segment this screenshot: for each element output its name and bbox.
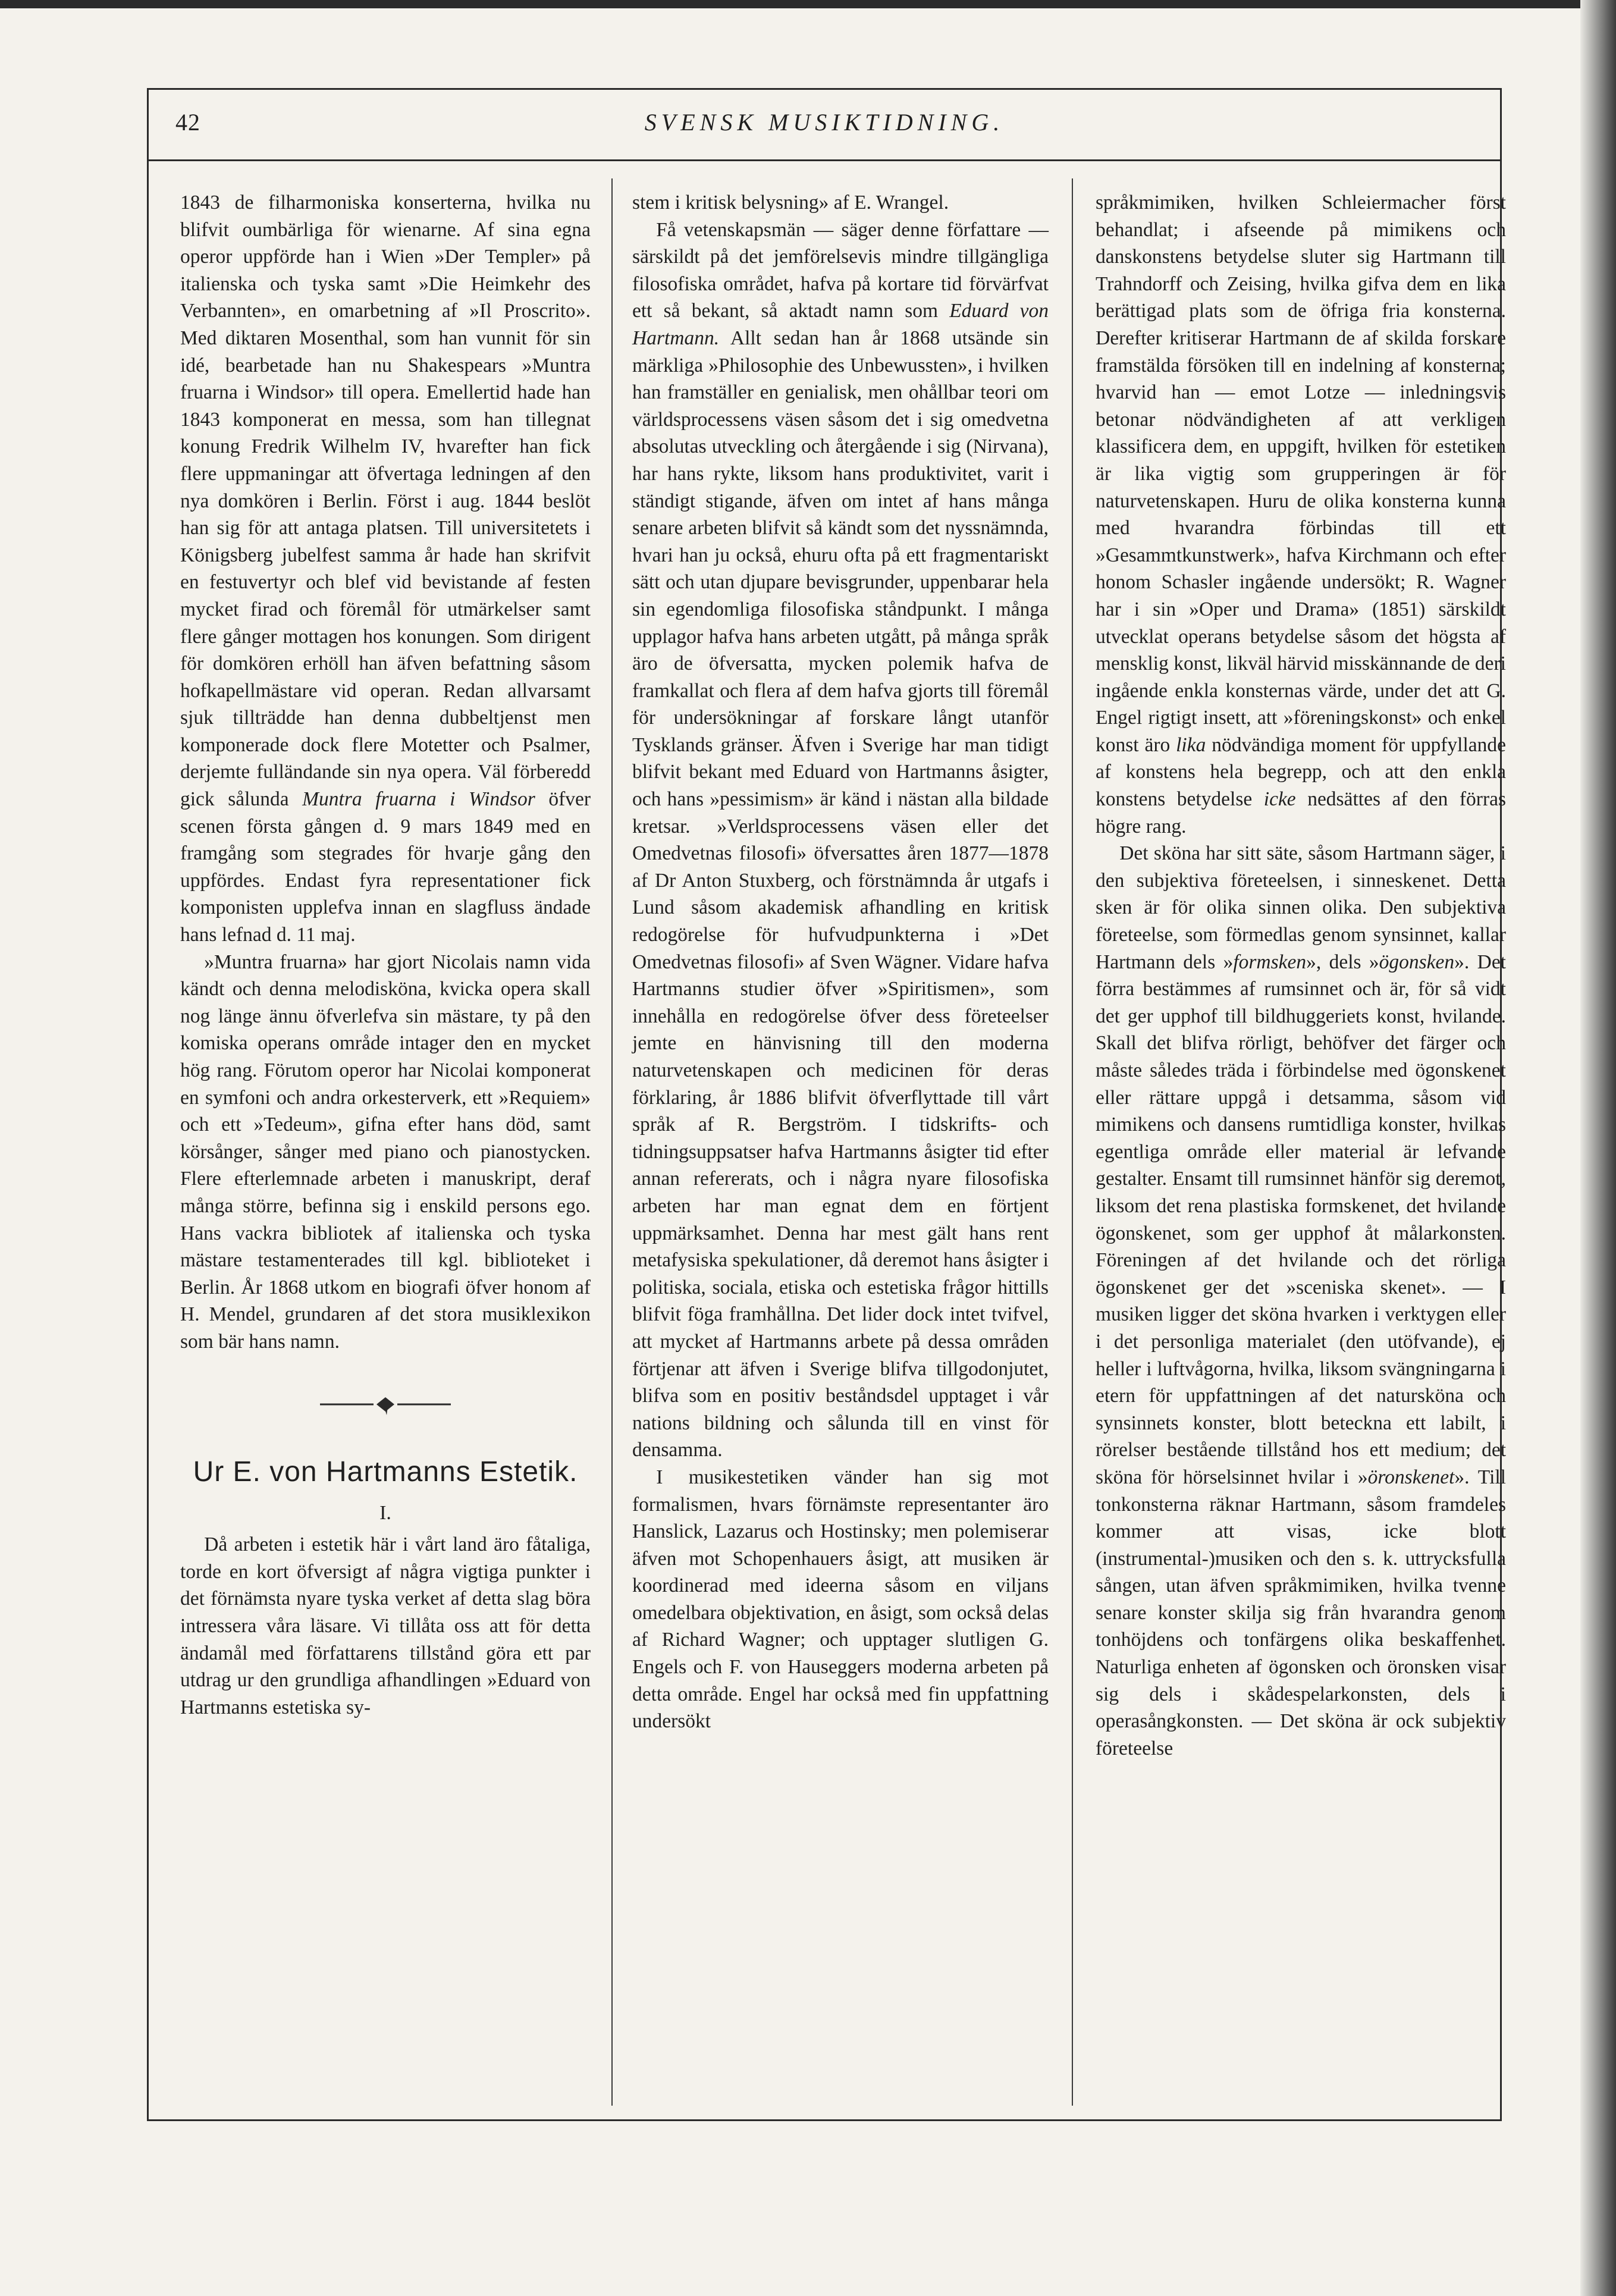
author-name: Eduard von Hartmann. (632, 300, 1049, 349)
col3-p2-c: ». Det förra bestämmes af rumsinnet och är, för så vidt det ger upphof till bildhuggeriets konst, hvilande. Skall det blifva rörligt, behöfver det färger och måste således träda i förbindelse med ögonskenet eller rättare uppgå i detsamma, såsom vid mimikens och dansens rumtidliga konster, hvilkas egentliga område eller material är lefvande gestalter. Ensamt till rumsinnet hänför sig deremot, liksom det rena plastiska formskenet, det hvilande ögonskenet, som ger upphof åt målarkonsten. Föreningen af det hvilande och det rörliga ögonskenet ger det »sceniska skenet». — I musiken ligger det sköna hvarken i verktygen eller i det personliga materialet (den utöfvande), ej heller i luftvågorna, hvilka, liksom svängningarna i etern för uppfattningen af det natursköna och synsinnets konster, blott beteckna ett labilt, i rörelser bestående tillstånd hos ett medium; det sköna för hörselsinnet hvilar i » (1096, 951, 1506, 1488)
header-rule (147, 159, 1502, 161)
column-1 (180, 189, 591, 1721)
article-title: Ur E. von Hartmanns Estetik. (193, 1456, 578, 1488)
col2-line-1: stem i kritisk belysning» af E. Wrangel. (632, 192, 949, 214)
section-numeral: I. (379, 1501, 391, 1524)
col3-p2-d: ». Till tonkonsterna räknar Hartmann, såsom framdeles kommer att visas, icke blott (instrumental-)musiken och den s. k. uttrycksfulla sången, utan äfven språkmimiken, hvilka tvenne senare konster skilja sig från hvarandra genom tonhöjdens och tonfärgens olika beskaffenhet. Naturliga enheten af ögonsken och öronsken visar sig dels i skådespelarkonsten, dels i operasångkonsten. — Det sköna är ock subjektiv företeelse (1096, 1466, 1506, 1759)
italic-oronskenet: öronskenet (1367, 1466, 1455, 1488)
section-divider-ornament (320, 1392, 451, 1416)
col3-p1-a: språkmimiken, hvilken Schleiermacher först behandlat; i afseende på mimikens och danskonstens betydelse sluter sig Hartmann till Trahndorff och Zeising, hvilka gifva dem en lika berättigad plats som de öfriga fria konsterna. Derefter kritiserar Hartmann de af skilda forskare framstälda försöken till en indelning af konsterna; hvarvid han — emot Lotze — inledningsvis betonar nödvändigheten af att verkligen klassificera dem, en uppgift, hvilken för estetiken är lika vigtig som grupperingen är för naturvetenskapen. Huru de olika konsterna kunna med hvarandra förbindas till ett »Gesammtkunstwerk», hafva Kirchmann och efter honom Schasler ingående undersökt; R. Wagner har i sin »Oper und Drama» (1851) särskildt utvecklat operans betydelse såsom det högsta af mensklig konst, likväl härvid misskännande de deri ingående enkla konsternas värde, under det att G. Engel rigtigt insett, att »föreningskonst» och enkel konst äro (1096, 192, 1506, 756)
col2-paragraph-2: I musikestetiken vänder han sig mot formalismen, hvars förnämste representanter äro Hanslick, Lazarus och Hostinsky; men polemiserar äfven mot Schopenhauers åsigt, att musiken är koordinerad med ideerna såsom en viljans omedelbara objektivation, en åsigt, som också delas af Richard Wagner; och upptager slutligen G. Engels och F. von Hauseggers moderna arbeten på detta område. Engel har också med fin uppfattning undersökt (632, 1466, 1049, 1733)
col3-p1-b: nödvändiga moment för uppfyllande af konstens hela begrepp, och att den enkla konstens betydelse (1096, 733, 1507, 811)
column-2 (632, 189, 1049, 1735)
page-number: 42 (175, 109, 200, 136)
col1-paragraph-2: »Muntra fruarna» har gjort Nicolais namn vida kändt och denna melodisköna, kvicka opera skall nog länge ännu öfverlefva sin mästare, ty på den komiska operans område intager den en mycket hög rang. Förutom operor har Nicolai komponerat en symfoni och andra orkesterverk, ett »Requiem» och ett »Tedeum», gifna efter hans död, samt körsånger, sånger med piano och pianostycken. Flere efterlemnade arbeten i manuskript, deraf många större, befinna sig i enskild persons ego. Hans vackra bibliotek af italienska och tyska mästare testamenterades till kgl. biblioteket i Berlin. År 1868 utkom en biografi öfver honom af H. Mendel, grundaren af det stora musiklexikon som bär hans namn. (180, 951, 591, 1353)
col2-paragraph-1-end: Allt sedan han år 1868 utsände sin märkliga »Philosophie des Unbewussten», i hvilken han framställer en genialisk, men ohållbar teori om världsprocessens väsen såsom det i sig omedvetna absolutas utveckling och återgående i sig (Nirvana), har hans rykte, liksom hans produktivitet, varit i ständigt stigande, äfven om intet af hans många senare arbeten blifvit så kändt som det nyssnämnda, hvari han ju också, ehuru ofta på ett fragmentariskt sätt och utan djupare bevisgrunder, uppenbarar hela sin egendomliga filosofiska ståndpunkt. I många upplagor hafva hans arbeten utgått, på många språk äro de öfversatta, mycken polemik hafva de framkallat och flera af dem hafva gjorts till föremål för undersökningar af forskare långt utanför Tysklands gränser. Äfven i Sverige har man tidigt blifvit bekant med Eduard von Hartmanns åsigter, och hans »pessimism» är känd i nästan alla bildade kretsar. »Verldsprocessens väsen eller det Omedvetnas filosofi» öfversattes åren 1877—1878 af Dr Anton Stuxberg, och förstnämnda år utgafs i Lund såsom akademisk afhandling en kritisk redogörelse för hufvudpunkterna i »Det Omedvetnas filosofi» af Sven Wägner. Vidare hafva Hartmanns studier öfver »Spiritismen», som innehålla en redogörelse öfver dess företeelser jemte en hänvisning till den moderna naturvetenskapen och medicinen för deras förklaring, år 1886 blifvit öfverflyttade till vårt språk af R. Bergström. I tidskrifts- och tidningsuppsatser hafva Hartmanns åsigter tid efter annan refererats, och i några nyare filosofiska arbeten har man egnat dem en förtjent uppmärksamhet. Denna har mest gält hans rent metafysiska spekulationer, då deremot hans åsigter i politiska, sociala, etiska och estetiska frågor hittills blifvit föga framhållna. Det lider dock intet tvifvel, att mycket af Hartmanns arbete på dessa områden förtjenar att äfven i Sverige blifva tillgodonjutet, blifva som en positiv beståndsdel upptaget i vår nations bildning och sålunda till en vinst för densamma. (632, 327, 1049, 1461)
italic-lika: lika (1176, 733, 1206, 756)
italic-formsken: formsken (1233, 951, 1307, 973)
column-3 (1096, 189, 1506, 1762)
col3-p1-c: nedsättes af den förras högre rang. (1096, 788, 1506, 838)
opera-title: Muntra fruarna i Windsor (302, 788, 535, 811)
column-rule-2 (1072, 178, 1073, 2106)
italic-icke: icke (1263, 788, 1296, 811)
scan-border-top (0, 0, 1616, 8)
col2-paragraph-1 (632, 217, 1049, 1464)
col3-paragraph-2 (1096, 840, 1506, 1762)
col3-paragraph-1 (1096, 189, 1506, 840)
col1-paragraph-1-end: öfver scenen första gången d. 9 mars 1849 med en framgång som stegrades för hvarje gång den uppfördes. Endast fyra representationer fick komponisten upplefva innan en slagfluss ändade hans lefnad d. 11 maj. (180, 788, 591, 946)
running-title: SVENSK MUSIKTIDNING. (644, 109, 1005, 136)
col3-p2-b: », dels » (1306, 951, 1379, 973)
scan-border-right (1580, 0, 1616, 2296)
italic-ogonsken: ögonsken (1379, 951, 1455, 973)
col1-paragraph-1-text: 1843 de filharmoniska konserterna, hvilka nu blifvit oumbärliga för wienarne. Af sina egna operor uppförde han i Wien »Der Templer» på italienska och tyska samt »Die Heimkehr des Verbannten», en omarbetning af »Il Proscrito». Med diktaren Mosenthal, som han vunnit för sin idé, bearbetade han nu Shakespears »Muntra fruarna i Windsor» till opera. Emellertid hade han 1843 komponerat en messa, som han tillegnat konung Fredrik Wilhelm IV, hvarefter han fick flere uppmaningar att öfvertaga ledningen af den nya domkören i Berlin. Först i aug. 1844 beslöt han sig för att antaga platsen. Till universitetets i Königsberg jubelfest samma år hade han skrifvit en festuvertyr och blef vid bevistande af festen mycket firad och föremål för utmärkelser samt flere gånger mottagen hos konungen. Som dirigent för domkören erhöll han äfven befattning såsom hofkapellmästare vid operan. Redan allvarsamt sjuk tillträdde han denna dubbeltjenst men komponerade dock flere Motetter och Psalmer, derjemte fulländande sin nya opera. Väl förberedd gick sålunda (180, 192, 591, 811)
col1-paragraph-1 (180, 189, 591, 949)
col2-paragraph-1-start: Få vetenskapsmän — säger denne författare — särskildt på det jemförelsevis mindre tillgängliga filosofiska området, hafva på kortare tid förvärfvat ett så bekant, så aktadt namn som (632, 218, 1049, 322)
column-rule-1 (611, 178, 613, 2106)
col1-paragraph-3: Då arbeten i estetik här i vårt land äro fåtaliga, torde en kort öfversigt af några vigtiga punkter i det förnämsta nyare tyska verket af detta slag böra intressera våra läsare. Vi tillåta oss att för detta ändamål med författarens tillstånd göra ett par utdrag ur den grundliga afhandlingen »Eduard von Hartmanns estetiska sy- (180, 1533, 591, 1718)
col3-p2-a: Det sköna har sitt säte, såsom Hartmann säger, i den subjektiva företeelsen, i sinneskenet. Detta sken är för olika sinnen olika. Den subjektiva företeelse, som förmedlas genom synsinnet, kallar Hartmann dels » (1096, 842, 1506, 973)
